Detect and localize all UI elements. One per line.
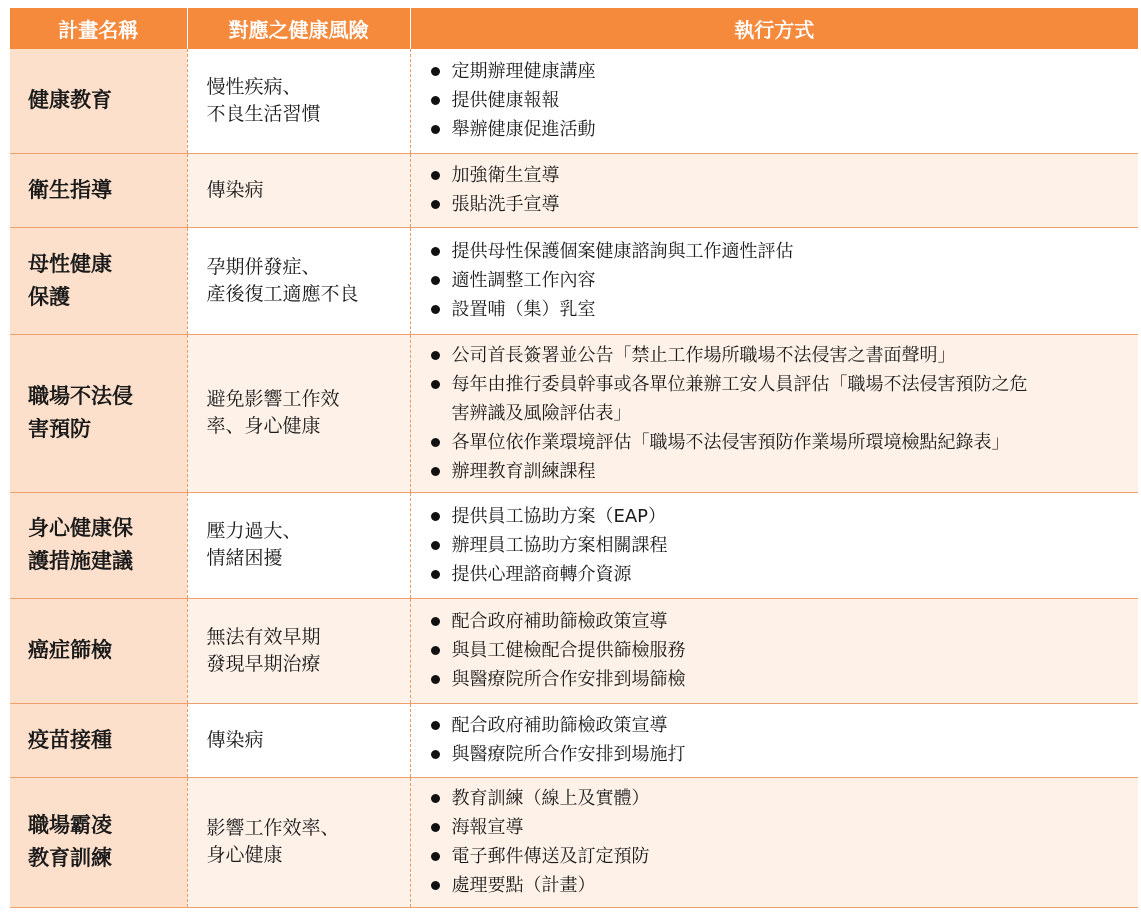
list-item — [429, 237, 1119, 266]
method-list — [429, 161, 1119, 219]
bullet-dot-icon — [431, 467, 440, 476]
text-line: 職場霸凌 — [28, 813, 112, 837]
method-list — [429, 57, 1119, 144]
text-line: 電子郵件傳送及訂定預防 — [451, 846, 650, 867]
plan-name-cell — [10, 492, 187, 598]
text-line: 孕期併發症、 — [206, 255, 321, 278]
plan-name-cell — [10, 598, 187, 703]
text-line: 產後復工適應不良 — [206, 282, 359, 305]
text-line: 各單位依作業環境評估「職場不法侵害預防作業場所環境檢點紀錄表」 — [451, 431, 1010, 453]
bullet-dot-icon — [431, 380, 440, 389]
bullet-dot-icon — [431, 794, 440, 803]
bullet-dot-icon — [431, 646, 440, 655]
text-line: 護措施建議 — [28, 549, 133, 573]
table-header-row — [10, 8, 1138, 49]
text-line: 配合政府補助篩檢政策宣導 — [451, 611, 668, 632]
list-item — [429, 560, 1119, 589]
plan-name-cell — [10, 777, 187, 907]
text-line: 海報宣導 — [451, 817, 524, 838]
text-line: 無法有效早期 — [206, 625, 321, 648]
bullet-dot-icon — [431, 541, 440, 550]
text-line: 率、身心健康 — [206, 415, 321, 437]
execution-method-cell — [410, 49, 1138, 153]
list-item — [429, 813, 1119, 842]
list-item — [429, 711, 1119, 740]
text-line: 與醫療院所合作安排到場篩檢 — [451, 669, 686, 690]
text-line: 發現早期治療 — [206, 652, 321, 675]
text-line: 害辨識及風險評估表」 — [451, 402, 632, 424]
health-risk-cell — [187, 598, 410, 703]
table-body — [10, 49, 1138, 907]
list-item — [429, 266, 1119, 295]
list-item — [429, 531, 1119, 560]
bullet-dot-icon — [431, 171, 440, 180]
list-item — [429, 161, 1119, 190]
health-risk-cell — [187, 49, 410, 153]
text-line: 與員工健檢配合提供篩檢服務 — [451, 640, 686, 661]
table-row — [10, 227, 1138, 334]
text-line: 教育訓練 — [28, 846, 112, 870]
text-line: 加強衛生宣導 — [451, 165, 560, 186]
bullet-dot-icon — [431, 351, 440, 360]
health-plan-table — [10, 8, 1138, 908]
execution-method-cell — [410, 153, 1138, 227]
text-line: 定期辦理健康講座 — [451, 61, 596, 83]
list-item — [429, 115, 1119, 144]
method-list — [429, 607, 1119, 694]
health-risk-cell — [187, 334, 410, 492]
list-item — [429, 457, 1119, 486]
text-line: 與醫療院所合作安排到場施打 — [451, 744, 686, 765]
text-line: 提供母性保護個案健康諮詢與工作適性評估 — [451, 241, 794, 262]
list-item — [429, 428, 1119, 457]
bullet-dot-icon — [431, 276, 440, 285]
header-health-risk: 對應之健康風險 — [187, 8, 410, 49]
bullet-dot-icon — [431, 512, 440, 521]
bullet-dot-icon — [431, 125, 440, 134]
plan-name-cell — [10, 334, 187, 492]
bullet-dot-icon — [431, 67, 440, 76]
bullet-dot-icon — [431, 881, 440, 890]
text-line: 傳染病 — [206, 728, 264, 751]
table-row — [10, 777, 1138, 907]
text-line: 母性健康 — [28, 251, 112, 276]
method-list — [429, 237, 1119, 324]
health-risk-cell — [187, 777, 410, 907]
list-item — [429, 190, 1119, 219]
text-line: 慢性疾病、 — [206, 75, 302, 98]
list-item — [429, 86, 1119, 115]
plan-name-cell — [10, 227, 187, 334]
text-line: 影響工作效率、 — [206, 817, 340, 839]
header-plan-name: 計畫名稱 — [10, 8, 187, 49]
execution-method-cell — [410, 227, 1138, 334]
execution-method-cell — [410, 492, 1138, 598]
text-line: 傳染病 — [206, 178, 264, 201]
text-line: 配合政府補助篩檢政策宣導 — [451, 715, 668, 736]
plan-name-cell — [10, 703, 187, 777]
list-item — [429, 784, 1119, 813]
list-item — [429, 502, 1119, 531]
execution-method-cell — [410, 598, 1138, 703]
health-risk-cell — [187, 492, 410, 598]
bullet-dot-icon — [431, 675, 440, 684]
text-line: 設置哺（集）乳室 — [451, 299, 596, 320]
list-item — [429, 842, 1119, 871]
table-row — [10, 703, 1138, 777]
text-line: 張貼洗手宣導 — [451, 194, 560, 215]
plan-name-cell — [10, 49, 187, 153]
text-line: 職場不法侵 — [28, 384, 133, 408]
bullet-dot-icon — [431, 96, 440, 105]
plan-name-cell — [10, 153, 187, 227]
text-line: 辦理教育訓練課程 — [451, 460, 596, 482]
health-plan-table-container — [10, 8, 1138, 914]
method-list — [429, 502, 1119, 589]
health-risk-cell — [187, 703, 410, 777]
table-row — [10, 49, 1138, 153]
text-line: 適性調整工作內容 — [451, 270, 596, 291]
table-row — [10, 153, 1138, 227]
text-line: 癌症篩檢 — [28, 638, 112, 662]
bullet-dot-icon — [431, 305, 440, 314]
text-line: 處理要點（計畫） — [451, 875, 596, 896]
execution-method-cell — [410, 777, 1138, 907]
health-risk-cell — [187, 227, 410, 334]
text-line: 身心健康 — [206, 844, 283, 866]
execution-method-cell — [410, 703, 1138, 777]
list-item — [429, 607, 1119, 636]
list-item — [429, 370, 1119, 428]
bullet-dot-icon — [431, 823, 440, 832]
bullet-dot-icon — [431, 852, 440, 861]
bullet-dot-icon — [431, 721, 440, 730]
text-line: 衛生指導 — [28, 177, 112, 202]
text-line: 保護 — [28, 284, 70, 309]
text-line: 害預防 — [28, 417, 91, 441]
text-line: 每年由推行委員幹事或各單位兼辦工安人員評估「職場不法侵害預防之危 — [451, 373, 1028, 395]
text-line: 疫苗接種 — [28, 727, 112, 752]
bullet-dot-icon — [431, 438, 440, 447]
list-item — [429, 57, 1119, 86]
execution-method-cell — [410, 334, 1138, 492]
text-line: 健康教育 — [28, 88, 112, 113]
bullet-dot-icon — [431, 617, 440, 626]
method-list — [429, 784, 1119, 900]
table-row — [10, 598, 1138, 703]
header-execution-method: 執行方式 — [410, 8, 1138, 49]
bullet-dot-icon — [431, 247, 440, 256]
text-line: 情緒困擾 — [206, 547, 283, 569]
text-line: 辦理員工協助方案相關課程 — [451, 534, 668, 556]
list-item — [429, 665, 1119, 694]
text-line: 舉辦健康促進活動 — [451, 119, 596, 141]
text-line: 身心健康保 — [28, 516, 133, 540]
health-risk-cell — [187, 153, 410, 227]
text-line: 教育訓練（線上及實體） — [451, 788, 650, 809]
list-item — [429, 740, 1119, 769]
method-list — [429, 711, 1119, 769]
text-line: 提供健康報報 — [451, 90, 560, 112]
bullet-dot-icon — [431, 200, 440, 209]
bullet-dot-icon — [431, 750, 440, 759]
text-line: 提供員工協助方案（EAP） — [451, 505, 667, 527]
text-line: 公司首長簽署並公告「禁止工作場所職場不法侵害之書面聲明」 — [451, 344, 956, 366]
text-line: 提供心理諮商轉介資源 — [451, 563, 632, 585]
text-line: 壓力過大、 — [206, 520, 302, 542]
table-row — [10, 334, 1138, 492]
table-row — [10, 492, 1138, 598]
list-item — [429, 295, 1119, 324]
bullet-dot-icon — [431, 570, 440, 579]
text-line: 不良生活習慣 — [206, 102, 321, 125]
list-item — [429, 636, 1119, 665]
text-line: 避免影響工作效 — [206, 388, 340, 410]
method-list — [429, 341, 1119, 486]
list-item — [429, 871, 1119, 900]
list-item — [429, 341, 1119, 370]
